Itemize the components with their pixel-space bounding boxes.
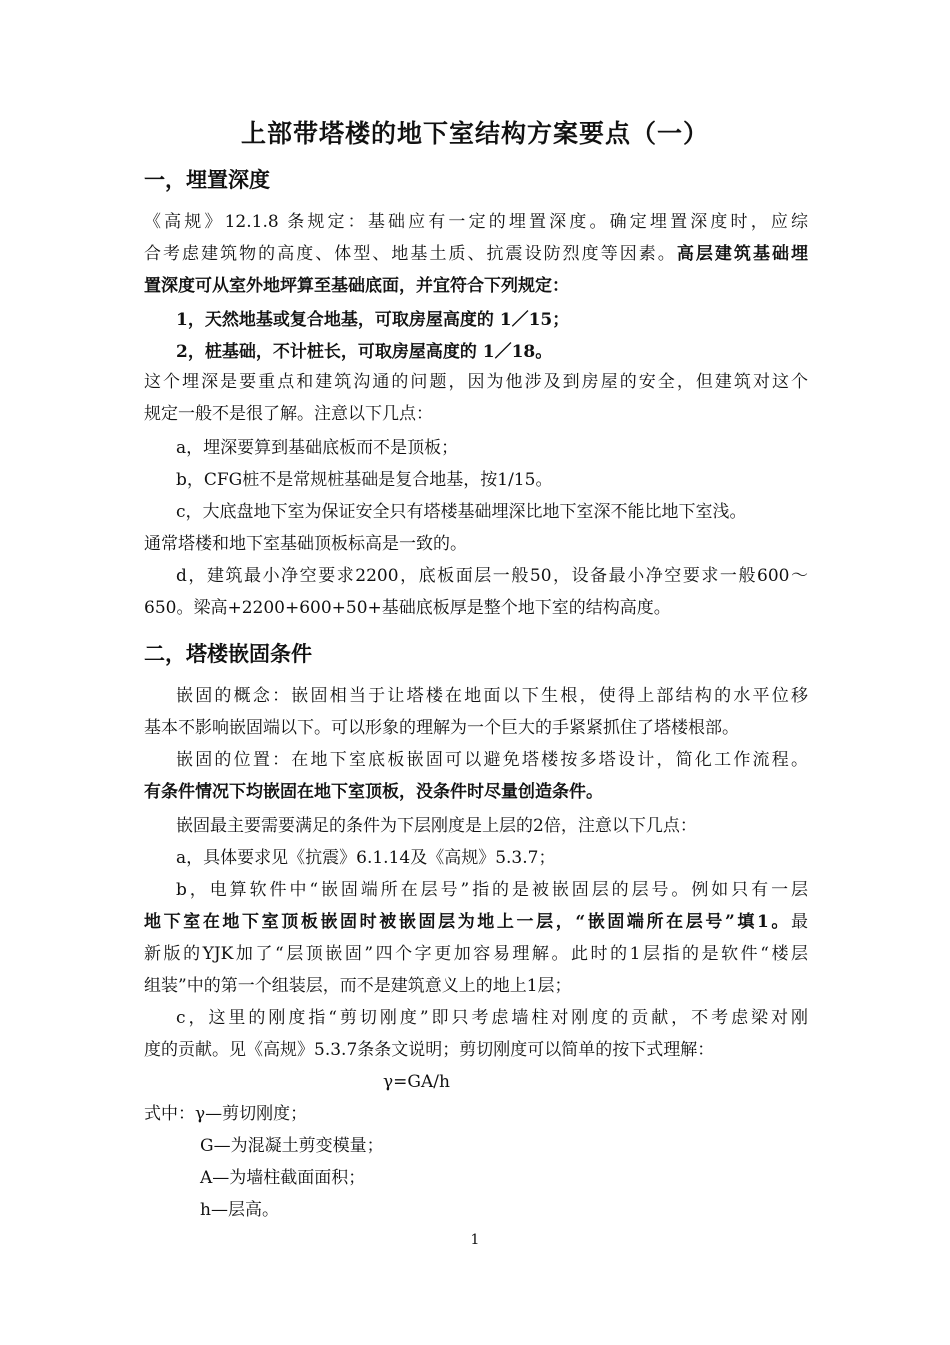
text-normal: 合考虑建筑物的高度、体型、地基土质、抗震设防烈度等因素。 xyxy=(144,244,677,264)
paragraph-line: 这个埋深是要重点和建筑沟通的问题，因为他涉及到房屋的安全，但建筑对这个 xyxy=(144,372,808,392)
formula-variable-g: G—为混凝土剪变模量； xyxy=(200,1136,384,1156)
list-item-c: c，这里的刚度指“剪切刚度”即只考虑墙柱对刚度的贡献，不考虑梁对刚 xyxy=(176,1008,808,1028)
paragraph-line xyxy=(144,243,808,265)
paragraph-line: 规定一般不是很了解。注意以下几点： xyxy=(144,404,433,424)
list-item-b-cont: 组装”中的第一个组装层，而不是建筑意义上的地上1层； xyxy=(144,976,572,996)
list-item-b: b，电算软件中“嵌固端所在层号”指的是被嵌固层的层号。例如只有一层 xyxy=(176,880,808,900)
section-heading-burial-depth: 一，埋置深度 xyxy=(144,167,270,192)
formula: γ=GA/h xyxy=(383,1072,450,1092)
paragraph-line-bold: 置深度可从室外地坪算至基础底面，并宜符合下列规定： xyxy=(144,276,569,296)
page-title: 上部带塔楼的地下室结构方案要点（一） xyxy=(240,119,709,148)
paragraph-line: 基本不影响嵌固端以下。可以形象的理解为一个巨大的手紧紧抓住了塔楼根部。 xyxy=(144,718,739,738)
paragraph-line-bold: 有条件情况下均嵌固在地下室顶板，没条件时尽量创造条件。 xyxy=(144,782,603,802)
list-item-d: d，建筑最小净空要求2200，底板面层一般50，设备最小净空要求一般600～ xyxy=(176,566,808,586)
list-item-b-cont: 新版的YJK加了“层顶嵌固”四个字更加容易理解。此时的1层指的是软件“楼层 xyxy=(144,944,808,964)
text-normal: 最 xyxy=(791,912,808,932)
rule-item-2: 2，桩基础，不计桩长，可取房屋高度的 1／18。 xyxy=(176,342,553,362)
paragraph-line: 《高规》12.1.8 条规定：基础应有一定的埋置深度。确定埋置深度时，应综 xyxy=(144,212,808,232)
list-item-c: c，大底盘地下室为保证安全只有塔楼基础埋深比地下室深不能比地下室浅。 xyxy=(176,502,747,522)
paragraph-line: 嵌固最主要需要满足的条件为下层刚度是上层的2倍，注意以下几点： xyxy=(176,816,697,836)
list-item-b-cont xyxy=(144,911,808,933)
list-item-a: a，埋深要算到基础底板而不是顶板； xyxy=(176,438,459,458)
paragraph-line: 嵌固的概念：嵌固相当于让塔楼在地面以下生根，使得上部结构的水平位移 xyxy=(176,686,808,706)
list-item-b: b，CFG桩不是常规桩基础是复合地基，按1/15。 xyxy=(176,470,553,490)
formula-variable-a: A—为墙柱截面面积； xyxy=(200,1168,366,1188)
rule-item-1: 1，天然地基或复合地基，可取房屋高度的 1／15； xyxy=(176,310,570,330)
formula-variable-h: h—层高。 xyxy=(200,1200,279,1220)
list-item-c-cont: 度的贡献。见《高规》5.3.7条条文说明；剪切刚度可以简单的按下式理解： xyxy=(144,1040,715,1060)
section-heading-embedment: 二，塔楼嵌固条件 xyxy=(144,641,312,666)
paragraph-line: 嵌固的位置：在地下室底板嵌固可以避免塔楼按多塔设计，简化工作流程。 xyxy=(176,750,808,770)
text-bold: 地下室在地下室顶板嵌固时被嵌固层为地上一层，“嵌固端所在层号”填1。 xyxy=(144,912,791,932)
list-item-a: a，具体要求见《抗震》6.1.14及《高规》5.3.7； xyxy=(176,848,556,868)
text-bold: 高层建筑基础埋 xyxy=(676,244,809,264)
list-item-d-cont: 650。梁高+2200+600+50+基础底板厚是整个地下室的结构高度。 xyxy=(144,598,671,618)
list-item-c-cont: 通常塔楼和地下室基础顶板标高是一致的。 xyxy=(144,534,467,554)
formula-where: 式中：γ—剪切刚度； xyxy=(144,1104,308,1124)
page-number: 1 xyxy=(470,1232,480,1248)
